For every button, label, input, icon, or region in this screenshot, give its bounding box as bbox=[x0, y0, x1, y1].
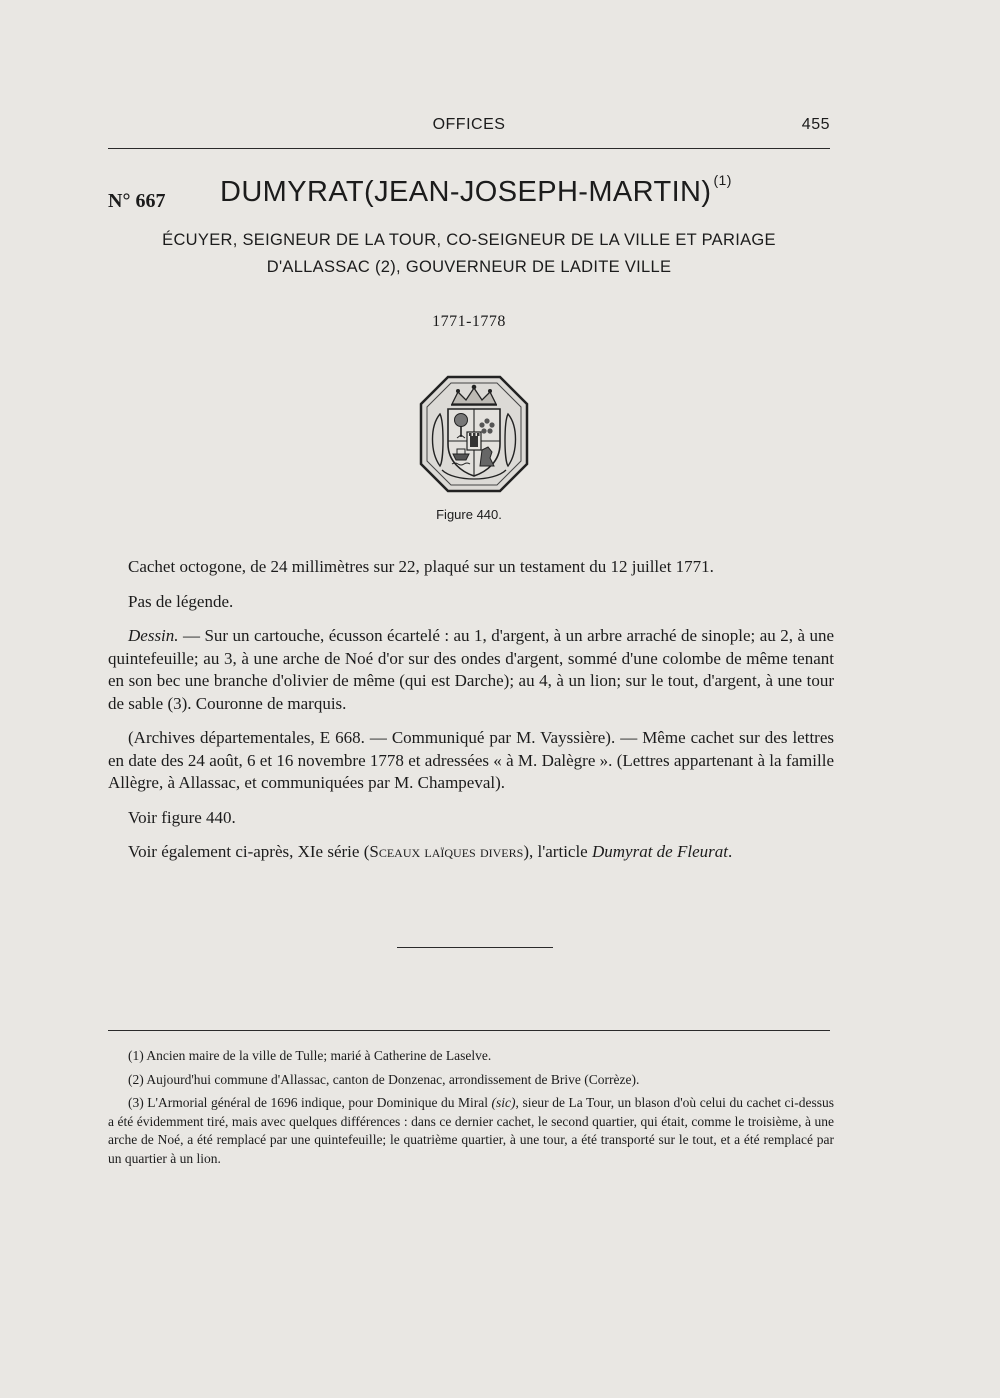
entry-title bbox=[108, 172, 830, 226]
dessin-description: — Sur un cartouche, écusson écartelé : au 1, d'argent, à un arbre arraché de sinople; au 2, à une quintefeuille; au 3, à une arche de Noé d'or sur des ondes d'argent, sommé d'une colombe de même tenant en son bec une branche d'olivier de même (qui est Darche); au 4, à un lion; sur le tout, d'argent, à une tour de sable (3). Couronne de marquis. bbox=[108, 626, 834, 713]
footnote-rule bbox=[108, 1030, 830, 1031]
body-paragraph-6 bbox=[108, 841, 834, 864]
see-also-text-2: ), l'article bbox=[523, 842, 592, 861]
running-header bbox=[108, 116, 830, 140]
entry-subtitle bbox=[108, 227, 830, 281]
subtitle-line-1: ÉCUYER, SEIGNEUR DE LA TOUR, CO-SEIGNEUR DE LA VILLE ET PARIAGE bbox=[162, 231, 776, 249]
footnote-2: (2) Aujourd'hui commune d'Allassac, canton de Donzenac, arrondissement de Brive (Corrèze). bbox=[128, 1071, 640, 1087]
figure-caption: Figure 440. bbox=[436, 507, 502, 522]
footnote-3-sic: (sic) bbox=[491, 1095, 516, 1110]
body-text bbox=[108, 556, 834, 876]
body-paragraph-4: (Archives départementales, E 668. — Communiqué par M. Vayssière). — Même cachet sur des lettres en date des 24 août, 6 et 16 novembre 1778 et adressées « à M. Dalègre ». (Lettres appartenant à la famille Allègre, à Allassac, et communiquées par M. Champeval). bbox=[108, 728, 834, 792]
see-also-end: . bbox=[727, 842, 733, 861]
dessin-label: Dessin. bbox=[128, 626, 179, 645]
entry-name bbox=[220, 172, 732, 209]
body-paragraph-5: Voir figure 440. bbox=[128, 807, 236, 827]
entry-name-text: DUMYRAT(JEAN-JOSEPH-MARTIN) bbox=[220, 176, 712, 208]
footnotes bbox=[108, 1047, 834, 1173]
footnote-3-text-2: , sieur de La Tour, un blason d'où celui du cachet ci-dessus a été évidemment tiré, mais avec quelques différences : dans ce dernier cachet, le second quartier, qui était, comme le troisième, à une arche de Noé, a été remplacé par une quintefeuille; le quatrième quartier, à une tour, a été transporté sur le tout, et a été remplacé par un quartier à un lion. bbox=[108, 1095, 834, 1166]
body-paragraph-1: Cachet octogone, de 24 millimètres sur 22, plaqué sur un testament du 12 juillet 1771. bbox=[128, 557, 714, 576]
header-rule bbox=[108, 148, 830, 149]
entry-number: N° 667 bbox=[108, 190, 166, 212]
see-also-text: Voir également ci-après, XIe série ( bbox=[128, 842, 370, 861]
footnote-3-text: (3) L'Armorial général de 1696 indique, pour Dominique du Miral bbox=[128, 1095, 492, 1110]
body-paragraph-3 bbox=[108, 625, 834, 715]
section-divider bbox=[397, 947, 553, 948]
running-title: OFFICES bbox=[432, 116, 506, 133]
page-number: 455 bbox=[801, 116, 830, 133]
article-title: Dumyrat de Fleurat bbox=[591, 842, 728, 861]
series-name: Sceaux laïques divers bbox=[369, 842, 524, 861]
footnote-1: (1) Ancien maire de la ville de Tulle; marié à Catherine de Laselve. bbox=[128, 1048, 492, 1063]
footnote-3 bbox=[108, 1094, 834, 1168]
footnote-ref-1: (1) bbox=[713, 172, 732, 188]
body-paragraph-2: Pas de légende. bbox=[128, 591, 234, 611]
octagonal-seal-drawing bbox=[418, 374, 530, 494]
entry-dates: 1771-1778 bbox=[432, 313, 506, 330]
seal-image bbox=[418, 374, 530, 494]
subtitle-line-2: D'ALLASSAC (2), GOUVERNEUR DE LADITE VILLE bbox=[266, 258, 672, 276]
